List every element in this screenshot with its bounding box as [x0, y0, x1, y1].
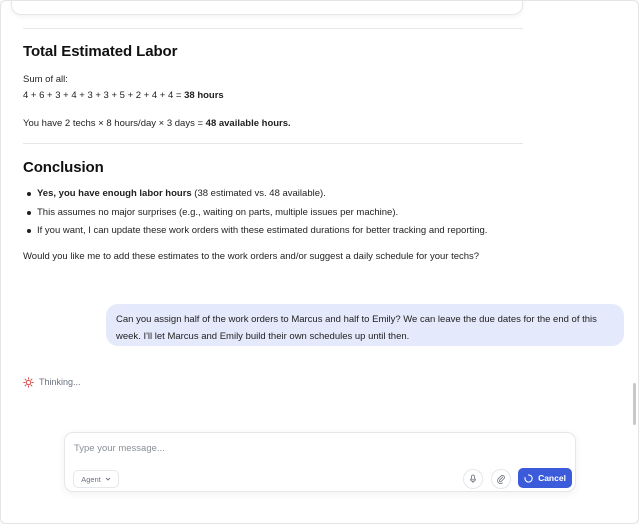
- loading-spinner-icon: [524, 474, 533, 483]
- user-message-line: Can you assign half of the work orders to Marcus and half to Emily? We can leave the due dates for the end of this: [116, 314, 597, 325]
- available-hours-text: You have 2 techs × 8 hours/day × 3 days =: [23, 118, 206, 129]
- scrollbar-thumb[interactable]: [633, 383, 636, 425]
- conclusion-heading: Conclusion: [23, 159, 104, 176]
- list-item-text: This assumes no major surprises (e.g., waiting on parts, multiple issues per machine).: [37, 206, 399, 218]
- attach-button[interactable]: [491, 469, 511, 489]
- section-divider: [23, 28, 523, 29]
- followup-question: Would you like me to add these estimates to the work orders and/or suggest a daily schedule for your techs?: [23, 251, 480, 262]
- thinking-label: Thinking...: [39, 377, 81, 387]
- available-hours: [23, 117, 291, 131]
- microphone-icon: [468, 474, 478, 484]
- list-item-bold: Yes, you have enough labor hours: [37, 188, 192, 199]
- sum-expression: [23, 89, 224, 103]
- sum-label: Sum of all:: [23, 74, 68, 85]
- list-item: [23, 206, 523, 225]
- previous-message-card: [11, 0, 523, 15]
- sum-total: 38 hours: [184, 90, 224, 101]
- spinner-gear-icon: [23, 377, 34, 388]
- list-item: [23, 224, 523, 243]
- cancel-button[interactable]: [518, 468, 572, 488]
- cancel-label: Cancel: [538, 473, 566, 483]
- paperclip-icon: [496, 474, 506, 484]
- agent-mode-label: Agent: [81, 474, 101, 484]
- thinking-indicator: [23, 375, 81, 389]
- user-message-line: week. I'll let Marcus and Emily build their own schedules up until then.: [116, 331, 410, 342]
- sum-expression-text: 4 + 6 + 3 + 4 + 3 + 3 + 5 + 2 + 4 + 4 =: [23, 90, 185, 101]
- message-composer: [64, 432, 576, 492]
- section-divider: [23, 143, 523, 144]
- message-input[interactable]: [74, 441, 554, 455]
- user-message-bubble: [106, 304, 624, 346]
- labor-heading: Total Estimated Labor: [23, 43, 178, 60]
- agent-mode-dropdown[interactable]: [73, 470, 119, 488]
- microphone-button[interactable]: [463, 469, 483, 489]
- chevron-down-icon: [105, 476, 111, 482]
- conclusion-list: [23, 187, 523, 243]
- scrollbar-track[interactable]: [631, 1, 637, 524]
- list-item: [23, 187, 523, 206]
- list-item-text: If you want, I can update these work orders with these estimated durations for better tracking and reporting.: [37, 225, 488, 236]
- list-item-text: (38 estimated vs. 48 available).: [191, 188, 326, 199]
- available-hours-total: 48 available hours.: [205, 118, 291, 129]
